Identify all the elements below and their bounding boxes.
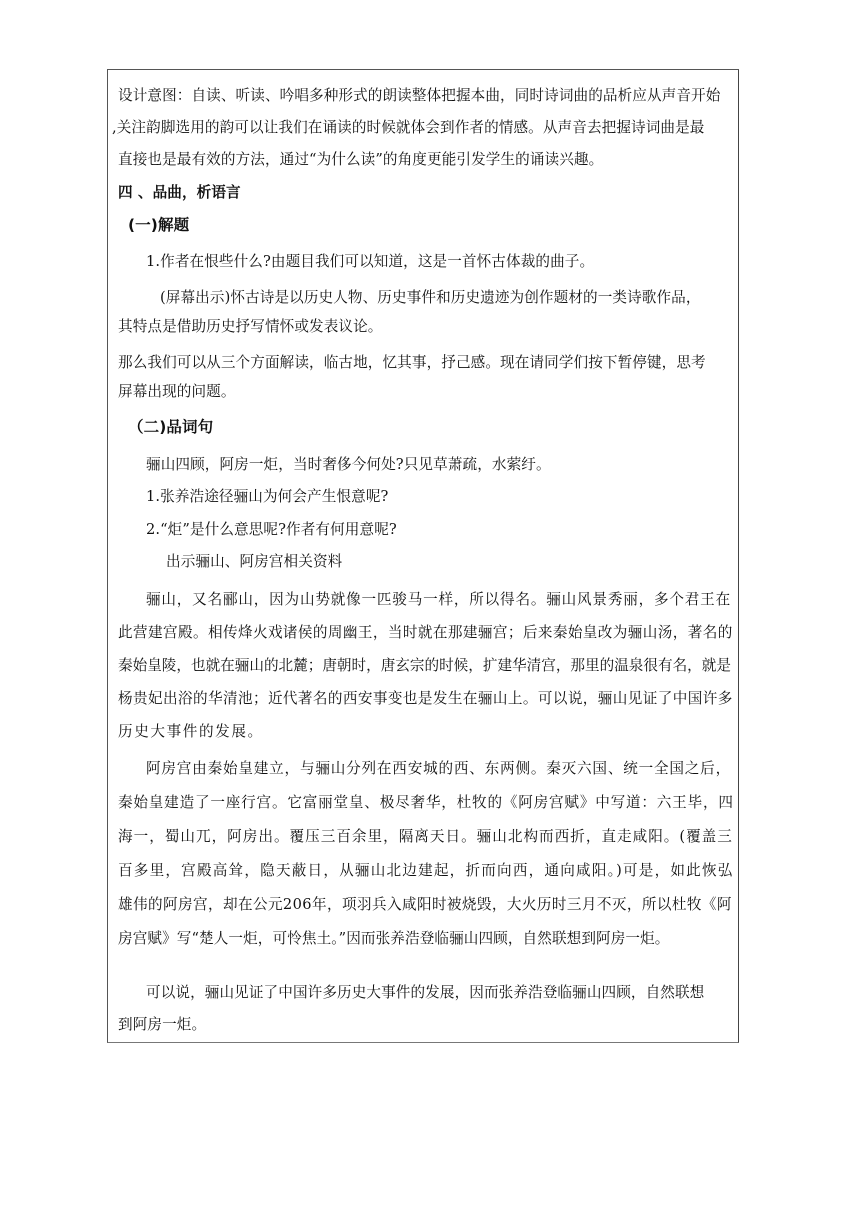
reading-method-line-2: 屏幕出现的问题。 <box>118 383 236 400</box>
subheading-jieti: (一)解题 <box>128 216 190 234</box>
summary-line-1: 可以说，骊山见证了中国许多历史大事件的发展，因而张养浩登临骊山四顾，自然联想 <box>146 984 705 1001</box>
material-prompt: 出示骊山、阿房宫相关资料 <box>166 553 343 570</box>
afang-paragraph-line: 海一，蜀山兀，阿房出。覆压三百余里，隔离天日。骊山北构而西折，直走咸阳。(覆盖三 <box>118 828 733 845</box>
pinciju-question-1: 1.张养浩途径骊山为何会产生恨意呢? <box>146 488 389 505</box>
lishan-paragraph-line: 历史大事件的发展。 <box>118 723 264 740</box>
subheading-pinciju: （二)品词句 <box>128 418 214 436</box>
lishan-paragraph-line: 杨贵妃出浴的华清池；近代著名的西安事变也是发生在骊山上。可以说，骊山见证了中国许多 <box>118 690 733 707</box>
design-intent-line-2: ,关注韵脚选用的韵可以让我们在诵读的时候就体会到作者的情感。从声音去把握诗词曲是最 <box>112 119 705 136</box>
verse-quote: 骊山四顾，阿房一炬，当时奢侈今何处?只见草萧疏，水萦纡。 <box>146 456 551 473</box>
afang-paragraph-line: 雄伟的阿房宫，却在公元206年，项羽兵入咸阳时被烧毁，大火历时三月不灭，所以杜牧《阿 <box>118 896 732 913</box>
afang-paragraph-line: 阿房宫由秦始皇建立，与骊山分列在西安城的西、东两侧。秦灭六国、统一全国之后， <box>146 760 731 777</box>
lishan-paragraph-line: 秦始皇陵，也就在骊山的北麓；唐朝时，唐玄宗的时候，扩建华清宫，那里的温泉很有名，就是 <box>118 657 731 674</box>
design-intent-line-3: 直接也是最有效的方法，通过“为什么读”的角度更能引发学生的诵读兴趣。 <box>118 151 604 168</box>
cell-right-border <box>738 70 739 1042</box>
afang-paragraph-line: 房宫赋》写“楚人一炬，可怜焦土。”因而张养浩登临骊山四顾，自然联想到阿房一炬。 <box>118 930 670 947</box>
lishan-paragraph-line: 此营建宫殿。相传烽火戏诸侯的周幽王，当时就在那建骊宫；后来秦始皇改为骊山汤，著名的 <box>118 624 733 641</box>
afang-paragraph-line: 百多里，宫殿高耸，隐天蔽日，从骊山北边建起，折而向西，通向咸阳。)可是，如此恢弘 <box>118 862 734 879</box>
reading-method-line-1: 那么我们可以从三个方面解读，临古地，忆其事，抒己感。现在请同学们按下暂停键，思考 <box>118 354 706 371</box>
afang-paragraph-line: 秦始皇建造了一座行宫。它富丽堂皇、极尽奢华，杜牧的《阿房宫赋》中写道：六王毕，四 <box>118 794 734 811</box>
pinciju-question-2: 2.“炬”是什么意思呢?作者有何用意呢? <box>146 521 397 538</box>
huaigu-definition-line-2: 其特点是借助历史抒写情怀或发表议论。 <box>118 318 383 335</box>
jieti-question-1: 1.作者在恨些什么?由题目我们可以知道，这是一首怀古体裁的曲子。 <box>146 253 595 270</box>
design-intent-line-1: 设计意图：自读、听读、吟唱多种形式的朗读整体把握本曲，同时诗词曲的品析应从声音开始 <box>118 87 721 104</box>
summary-line-2: 到阿房一炬。 <box>118 1016 207 1033</box>
huaigu-definition-line-1: (屏幕出示)怀古诗是以历史人物、历史事件和历史遗迹为创作题材的一类诗歌作品， <box>160 289 701 306</box>
section-heading-4: 四 、品曲，析语言 <box>118 184 241 201</box>
lishan-paragraph-line: 骊山，又名郦山，因为山势就像一匹骏马一样，所以得名。骊山风景秀丽，多个君王在 <box>146 591 731 608</box>
